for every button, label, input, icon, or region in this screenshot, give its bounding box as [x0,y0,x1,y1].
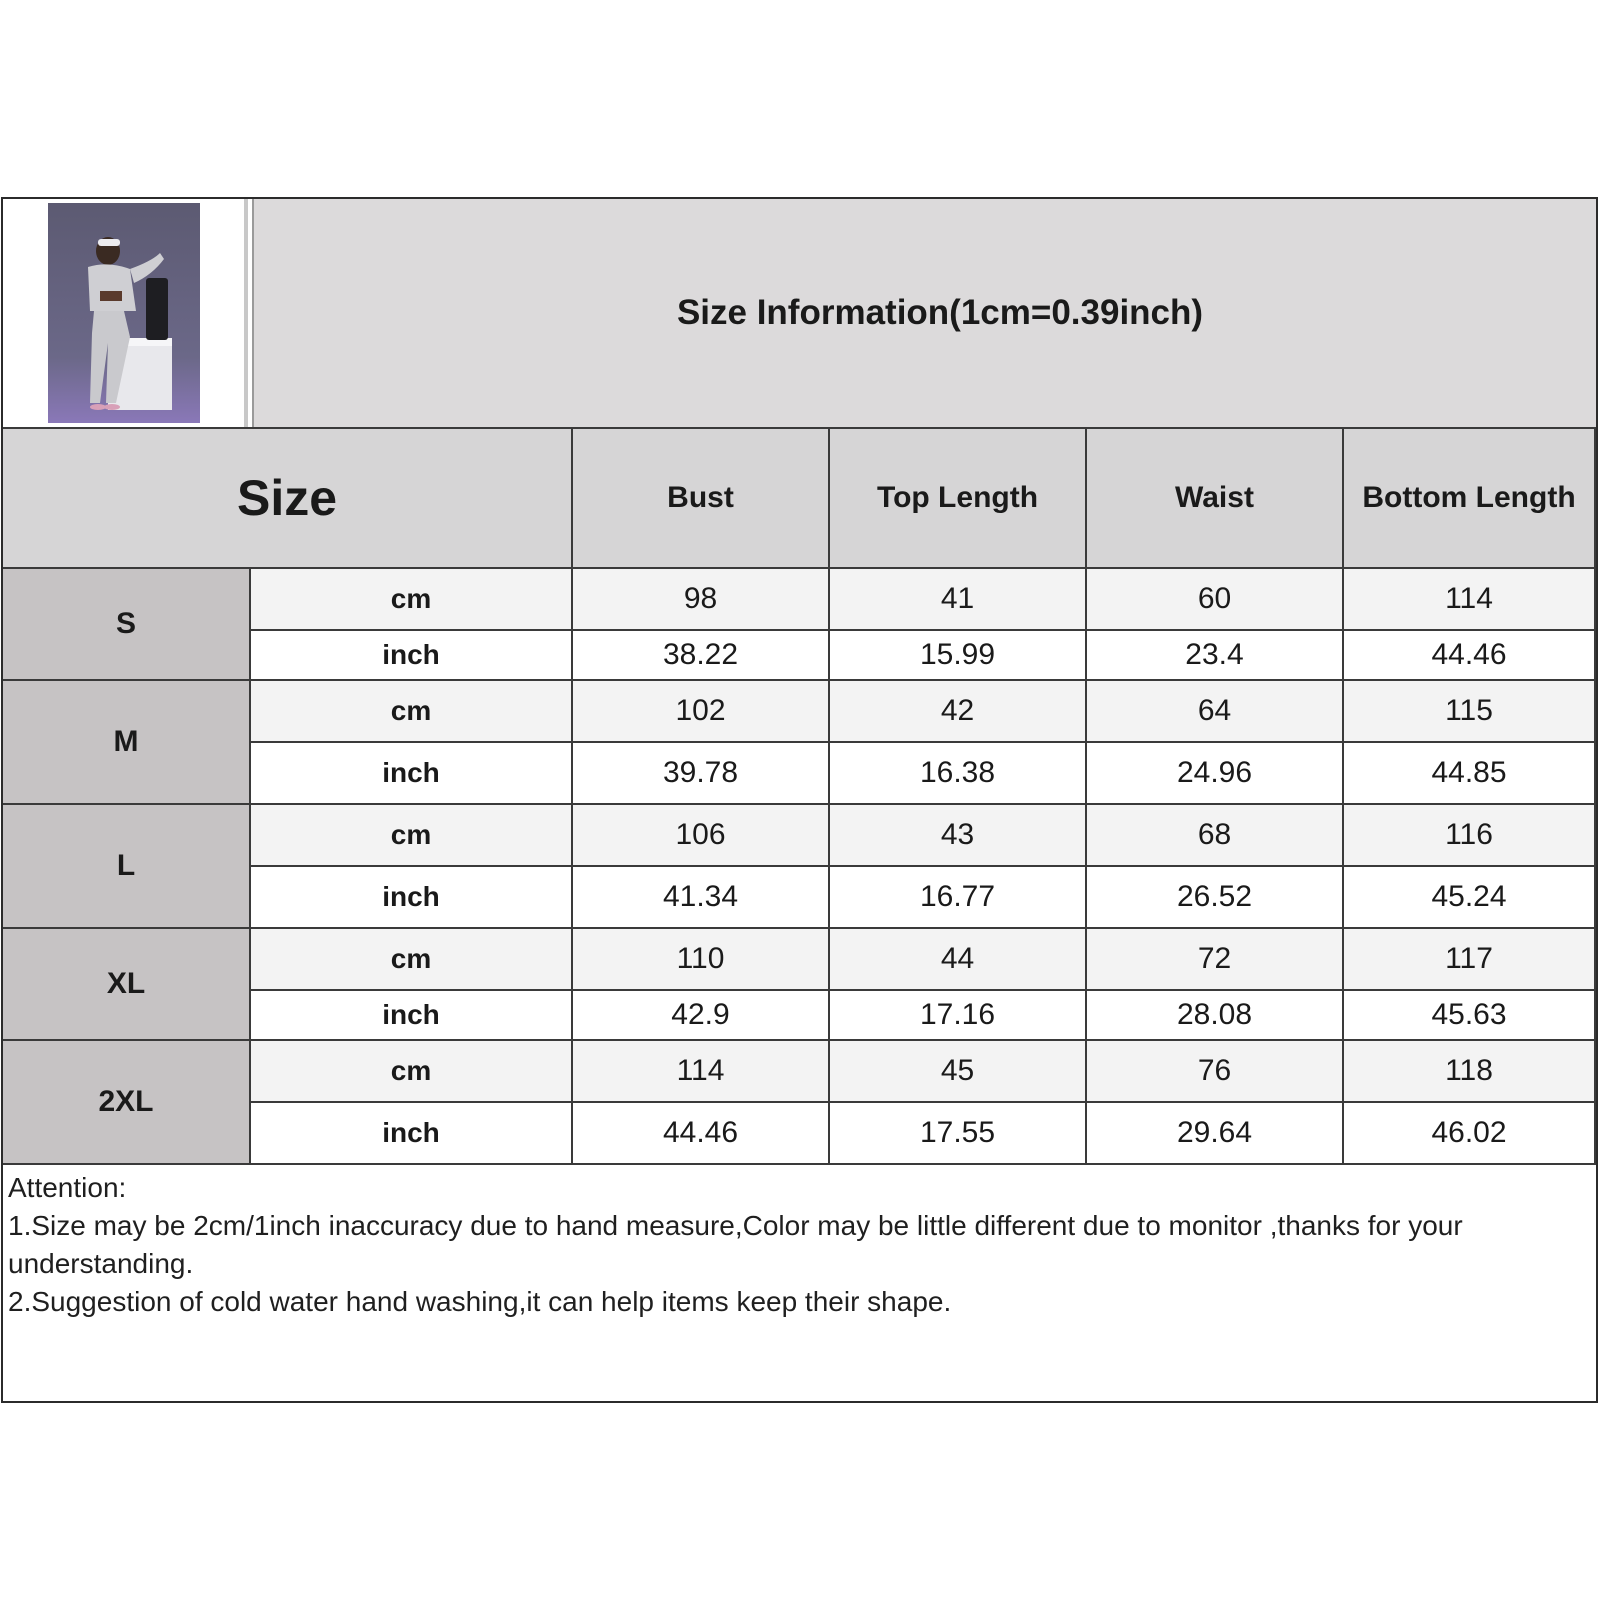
table-cell: 42 [830,681,1087,743]
unit-label-cm: cm [251,805,573,867]
column-header-top-length [830,429,1087,569]
table-cell: 17.16 [830,991,1087,1041]
table-cell: 76 [1087,1041,1344,1103]
table-cell: 29.64 [1087,1103,1344,1165]
table-cell: 45 [830,1041,1087,1103]
table-cell: 98 [573,569,830,631]
table-cell: 117 [1344,929,1596,991]
column-header-bottom-length [1344,429,1596,569]
model-photo [48,203,200,423]
size-label: M [3,681,251,805]
table-cell: 60 [1087,569,1344,631]
table-cell: 110 [573,929,830,991]
unit-label-cm: cm [251,929,573,991]
unit-label-cm: cm [251,569,573,631]
table-cell: 15.99 [830,631,1087,681]
table-cell: 118 [1344,1041,1596,1103]
table-cell: 46.02 [1344,1103,1596,1165]
table-cell: 45.63 [1344,991,1596,1041]
table-cell: 41 [830,569,1087,631]
table-cell: 17.55 [830,1103,1087,1165]
table-cell: 102 [573,681,830,743]
column-header-text: Top Length [876,481,1039,514]
table-cell: 114 [573,1041,830,1103]
size-label: S [3,569,251,681]
size-header [3,429,573,569]
table-cell: 106 [573,805,830,867]
size-label: XL [3,929,251,1041]
table-cell: 64 [1087,681,1344,743]
table-cell: 23.4 [1087,631,1344,681]
table-cell: 16.77 [830,867,1087,929]
notes-line-1: 1.Size may be 2cm/1inch inaccuracy due to hand measure,Color may be little different due to monitor ,thanks for your understanding. [8,1210,1463,1279]
table-cell: 44.46 [573,1103,830,1165]
table-cell: 43 [830,805,1087,867]
table-cell: 28.08 [1087,991,1344,1041]
unit-label-inch: inch [251,631,573,681]
column-header-text: Waist [1175,481,1254,514]
table-cell: 72 [1087,929,1344,991]
column-header-waist [1087,429,1344,569]
unit-label-inch: inch [251,867,573,929]
size-header-text: Size [236,470,338,526]
table-cell: 39.78 [573,743,830,805]
unit-label-inch: inch [251,743,573,805]
size-chart [1,197,1598,1403]
unit-label-cm: cm [251,681,573,743]
table-cell: 38.22 [573,631,830,681]
table-cell: 114 [1344,569,1596,631]
table-cell: 16.38 [830,743,1087,805]
table-cell: 116 [1344,805,1596,867]
size-label: L [3,805,251,929]
unit-label-cm: cm [251,1041,573,1103]
column-header-text: Bust [667,481,734,514]
table-cell: 45.24 [1344,867,1596,929]
column-header-bust [573,429,830,569]
table-cell: 26.52 [1087,867,1344,929]
attention-notes [8,1169,1588,1321]
table-cell: 41.34 [573,867,830,929]
table-cell: 42.9 [573,991,830,1041]
column-header-text: Bottom Length [1362,481,1576,514]
table-cell: 68 [1087,805,1344,867]
table-cell: 44 [830,929,1087,991]
chart-title [252,199,1596,427]
table-cell: 44.46 [1344,631,1596,681]
notes-heading: Attention: [8,1172,127,1203]
unit-label-inch: inch [251,1103,573,1165]
table-cell: 44.85 [1344,743,1596,805]
notes-line-2: 2.Suggestion of cold water hand washing,it can help items keep their shape. [8,1286,952,1317]
product-photo-cell [3,199,248,427]
unit-label-inch: inch [251,991,573,1041]
table-cell: 24.96 [1087,743,1344,805]
size-label: 2XL [3,1041,251,1165]
chart-title-text: Size Information(1cm=0.39inch) [676,293,1204,332]
table-cell: 115 [1344,681,1596,743]
